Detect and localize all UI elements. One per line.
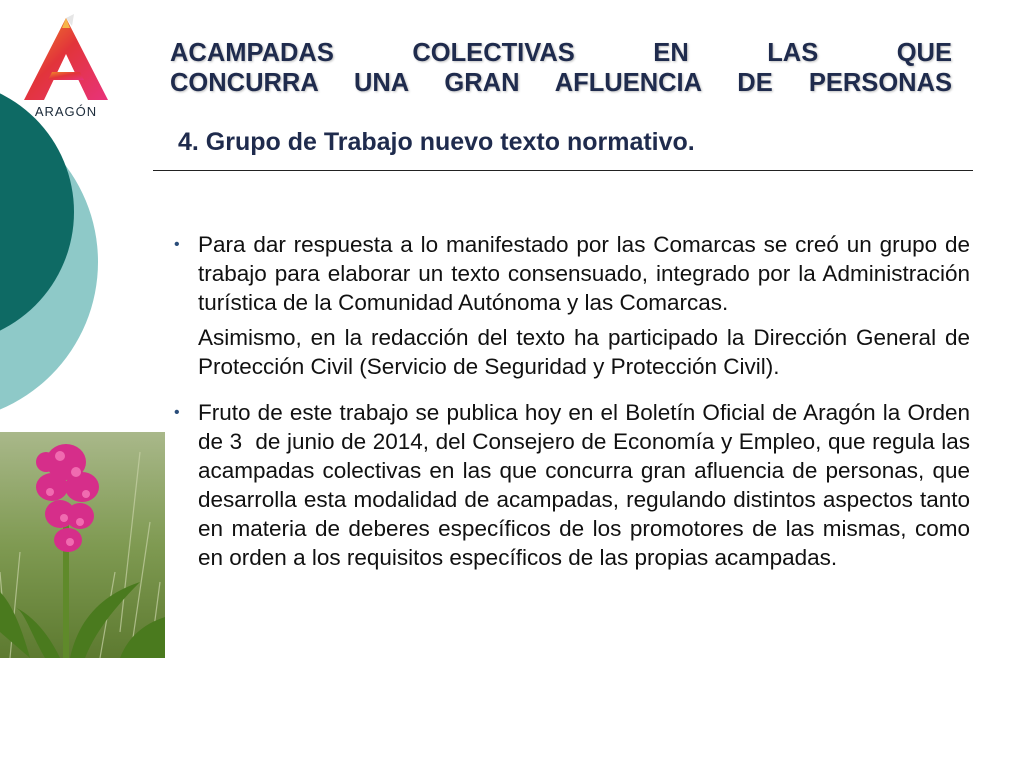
bullet-item bbox=[174, 398, 977, 572]
bullet-paragraph: Para dar respuesta a lo manifestado por las Comarcas se creó un grupo de trabajo para elaborar un texto consensuado, integrado por la Administración turística de la Comunidad Autónoma y las Comarcas. bbox=[198, 232, 970, 315]
bullet-icon: • bbox=[174, 404, 180, 421]
title-line-1: ACAMPADAS COLECTIVAS EN LAS QUE bbox=[170, 39, 952, 67]
bullet-paragraph: Fruto de este trabajo se publica hoy en el Boletín Oficial de Aragón la Orden de 3 de junio de 2014, del Consejero de Economía y Empleo, que regula las acampadas colectivas en las que concurra gran afluencia de personas, que desarrolla esta modalidad de acampadas, regulando distintos aspectos tanto en materia de deberes específicos de los promotores de las mismas, como en orden a los requisitos específicos de las propias acampadas. bbox=[198, 400, 977, 570]
page-title bbox=[170, 38, 952, 98]
title-line-2: CONCURRA UNA GRAN AFLUENCIA DE PERSONAS bbox=[170, 69, 952, 97]
bullet-icon: • bbox=[174, 236, 180, 253]
bullet-item bbox=[174, 230, 970, 381]
content-body bbox=[174, 230, 977, 572]
title-divider bbox=[153, 170, 973, 171]
section-subtitle: 4. Grupo de Trabajo nuevo texto normativo. bbox=[178, 128, 695, 156]
orchid-photo bbox=[0, 432, 165, 658]
bullet-paragraph: Asimismo, en la redacción del texto ha participado la Dirección General de Protección Civil (Servicio de Seguridad y Protección Civil). bbox=[198, 325, 970, 379]
logo-text: ARAGÓN bbox=[34, 104, 98, 119]
